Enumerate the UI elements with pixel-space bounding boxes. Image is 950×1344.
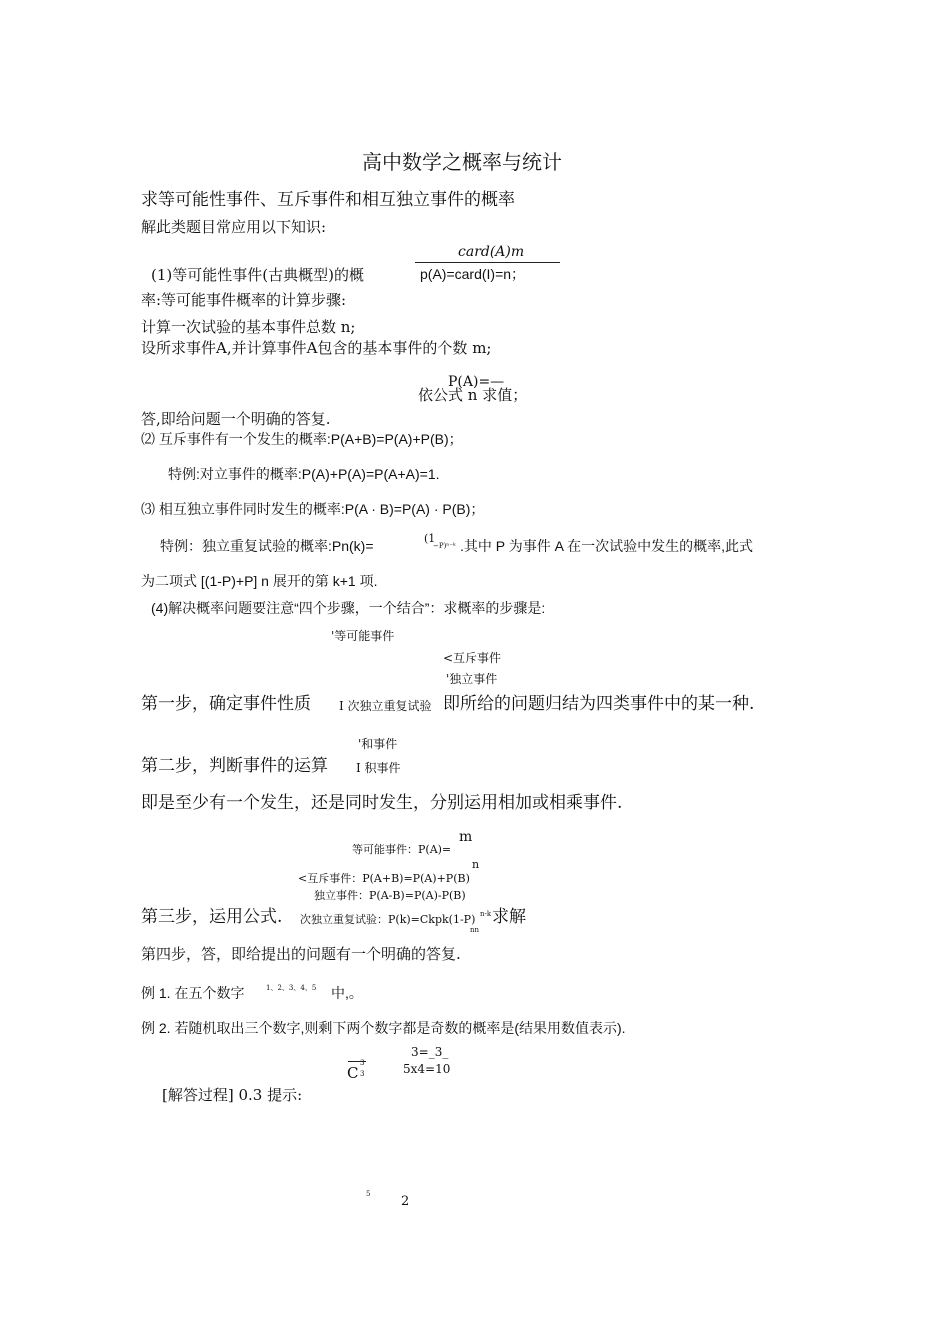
page-title: 高中数学之概率与统计 — [362, 150, 562, 174]
step-one-tail: 即所给的问题归结为四类事件中的某一种. — [443, 694, 755, 714]
section-3-text: ⑶ 相互独立事件同时发生的概率:P(A · B)=P(A) · P(B)； — [141, 501, 485, 517]
brace-item-sum: '和事件 — [358, 737, 398, 751]
formula-indep: 独立事件：P(A-B)=P(A)-P(B) — [314, 889, 466, 902]
section-1-text: (1)等可能性事件(古典概型)的概 — [151, 266, 364, 284]
example-1-text: 例 1. 在五个数字 — [141, 985, 245, 1001]
brace-item-equal: '等可能事件 — [331, 629, 395, 643]
step-one-text: 第一步，确定事件性质 — [141, 694, 311, 714]
example-2-text: 例 2. 若随机取出三个数字,则剩下两个数字都是奇数的概率是(结果用数值表示). — [141, 1020, 626, 1036]
step-three-text: 第三步，运用公式. — [141, 907, 283, 927]
solution-text: [解答过程] 0.3 提示: — [162, 1086, 303, 1104]
formula-fraction-bar — [415, 262, 560, 263]
step-two-text: 第二步，判断事件的运算 — [141, 756, 328, 776]
pa-formula-rule: 依公式 n 求值； — [418, 386, 528, 404]
combination-sup: 3 — [360, 1059, 365, 1067]
fraction-top: 3=_3_ — [411, 1045, 449, 1059]
binomial-note: 为二项式 [(1-P)+P] n 展开的第 k+1 项. — [141, 573, 378, 589]
combination-sub: 3 — [360, 1070, 365, 1078]
step-three-tail: 求解 — [492, 907, 526, 927]
footer-mark-5: 5 — [366, 1190, 371, 1198]
formula-mutex: <互斥事件：P(A+B)=P(A)+P(B) — [298, 872, 470, 885]
step-three-formula: 次独立重复试验：P(k)=Ckpk(1-P) — [300, 913, 476, 926]
formula-m: m — [459, 829, 473, 845]
formula-n: n — [472, 858, 480, 871]
section-4-text: (4)解决概率问题要注意“四个步骤，一个结合”：求概率的步骤是: — [151, 600, 546, 616]
step-count-basic: 计算一次试验的基本事件总数 n; — [141, 318, 356, 336]
formula-equal-event: 等可能事件：P(A)= — [352, 843, 452, 856]
section-heading: 求等可能性事件、互斥事件和相互独立事件的概率 — [141, 190, 515, 210]
formula-superscript: (1 — [424, 532, 436, 545]
section-2-text: ⑵ 互斥事件有一个发生的概率:P(A+B)=P(A)+P(B)； — [141, 431, 463, 447]
step-two-brace: I 积事件 — [356, 761, 401, 775]
brace-item-mutex: <互斥事件 — [443, 651, 502, 665]
example-1-digits: 1、2、3、4、5 — [266, 984, 317, 992]
fraction-bottom: 5x4=10 — [403, 1062, 451, 1076]
section-3-example-tail: .其中 P 为事件 A 在一次试验中发生的概率,此式 — [460, 538, 753, 554]
formula-denominator: p(A)=card(I)=n； — [420, 266, 526, 282]
step-three-sub: nn — [470, 926, 480, 934]
formula-subscript: −P)ⁿ⁻ᵏ — [433, 542, 456, 550]
step-one-brace: I 次独立重复试验 — [339, 699, 432, 713]
section-1-steps-title: 率:等可能事件概率的计算步骤: — [141, 291, 347, 309]
step-two-detail: 即是至少有一个发生，还是同时发生，分别运用相加或相乘事件. — [141, 793, 623, 813]
section-2-example: 特例:对立事件的概率:P(A)+P(A)=P(A+A)=1. — [168, 466, 440, 482]
example-1-tail: 中,。 — [331, 985, 363, 1001]
step-define-event: 设所求事件A,并计算事件A包含的基本事件的个数 m; — [141, 339, 492, 357]
formula-numerator: card(A)m — [458, 244, 525, 260]
step-three-sup: n-k — [480, 910, 492, 918]
answer-step: 答,即给问题一个明确的答复. — [141, 410, 331, 428]
step-four-text: 第四步，答，即给提出的问题有一个明确的答复. — [141, 945, 461, 963]
brace-item-indep: '独立事件 — [446, 672, 498, 686]
pa-formula: P(A)=— — [448, 374, 505, 390]
footer-mark-2: 2 — [401, 1194, 410, 1209]
combination-symbol: C — [347, 1064, 359, 1082]
section-3-example: 特例：独立重复试验的概率:Pn(k)= — [160, 538, 374, 554]
intro-text: 解此类题目常应用以下知识: — [141, 218, 327, 236]
